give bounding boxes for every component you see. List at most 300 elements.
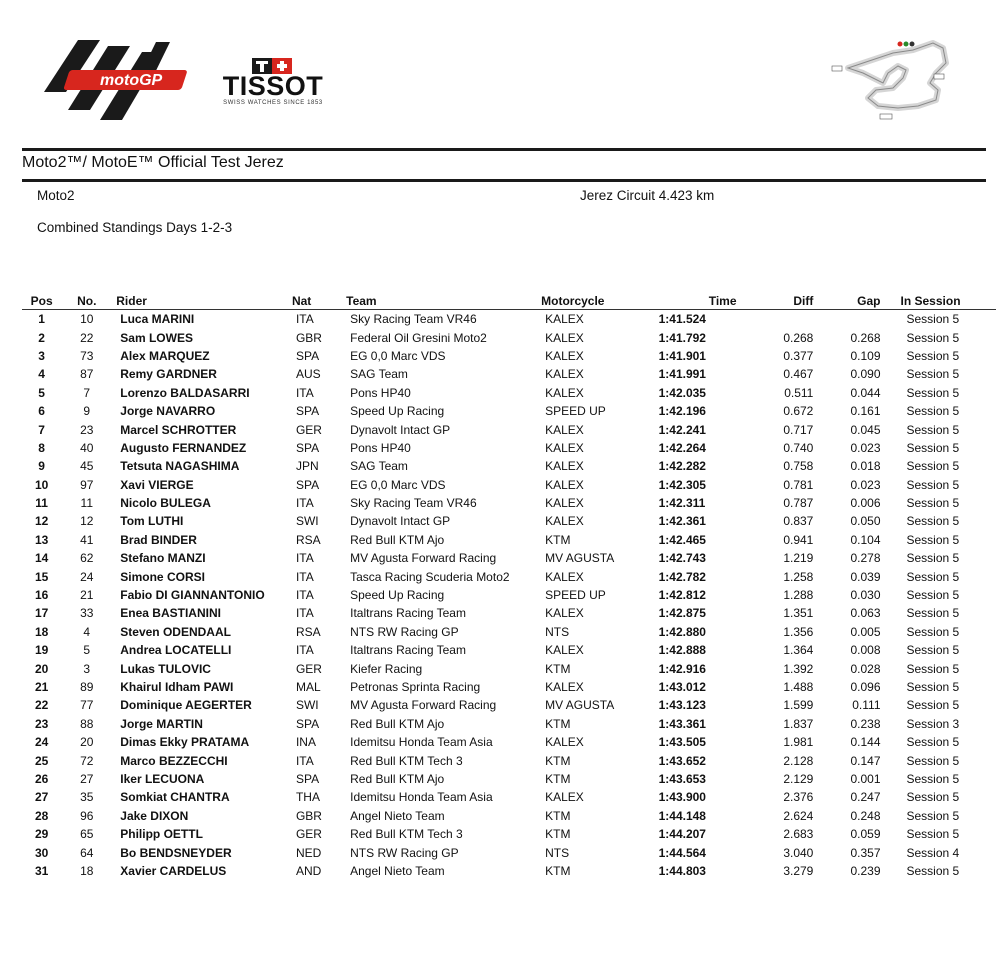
cell-team: MV Agusta Forward Racing — [350, 698, 497, 713]
svg-text:motoGP: motoGP — [100, 72, 163, 89]
table-row — [22, 678, 996, 696]
cell-motorcycle: KTM — [545, 753, 571, 768]
table-row — [22, 310, 996, 329]
cell-motorcycle: KTM — [545, 827, 571, 842]
cell-gap: 0.357 — [850, 845, 881, 860]
cell-gap: 0.161 — [850, 404, 881, 419]
table-row — [22, 365, 996, 383]
cell-gap: 0.050 — [850, 514, 881, 529]
cell-rider: Jorge NAVARRO — [120, 404, 216, 419]
cell-diff: 1.356 — [783, 624, 814, 639]
cell-in-session: Session 5 — [906, 532, 960, 547]
cell-team: EG 0,0 Marc VDS — [350, 348, 446, 363]
cell-time: 1:41.991 — [658, 367, 706, 382]
cell-diff: 3.279 — [783, 863, 814, 878]
cell-pos: 7 — [38, 422, 45, 437]
cell-motorcycle: KTM — [545, 771, 571, 786]
cell-pos: 4 — [38, 367, 45, 382]
cell-gap: 0.278 — [850, 551, 881, 566]
cell-no: 5 — [83, 643, 91, 658]
table-row — [22, 715, 996, 733]
cell-motorcycle: KTM — [545, 808, 571, 823]
cell-in-session: Session 5 — [906, 808, 960, 823]
cell-in-session: Session 5 — [906, 404, 960, 419]
cell-nat: GBR — [295, 330, 322, 345]
cell-motorcycle: KALEX — [545, 385, 584, 400]
cell-nat: GER — [295, 661, 322, 676]
cell-rider: Xavi VIERGE — [120, 477, 194, 492]
cell-diff: 0.467 — [783, 367, 814, 382]
cell-gap: 0.111 — [852, 698, 881, 713]
standings-subtitle: Combined Standings Days 1-2-3 — [37, 220, 233, 235]
cell-motorcycle: NTS — [545, 624, 570, 639]
cell-gap: 0.045 — [850, 422, 881, 437]
cell-diff: 0.740 — [783, 440, 814, 455]
cell-nat: AND — [295, 863, 322, 878]
cell-rider: Jorge MARTIN — [120, 716, 203, 731]
cell-motorcycle: KALEX — [545, 496, 584, 511]
cell-pos: 27 — [34, 790, 49, 805]
cell-team: Idemitsu Honda Team Asia — [350, 790, 493, 805]
cell-no: 77 — [80, 698, 94, 713]
table-row — [22, 494, 996, 512]
cell-team: Speed Up Racing — [350, 588, 445, 603]
cell-team: EG 0,0 Marc VDS — [350, 477, 446, 492]
cell-diff: 1.981 — [783, 735, 814, 750]
cell-pos: 24 — [34, 735, 49, 750]
cell-team: Red Bull KTM Tech 3 — [350, 753, 463, 768]
cell-in-session: Session 5 — [906, 440, 960, 455]
cell-diff: 2.128 — [783, 753, 814, 768]
cell-time: 1:41.524 — [658, 312, 706, 327]
cell-no: 33 — [80, 606, 94, 621]
cell-gap: 0.239 — [850, 863, 881, 878]
cell-in-session: Session 5 — [906, 551, 960, 566]
cell-team: Italtrans Racing Team — [350, 606, 466, 621]
col-rider: Rider — [116, 293, 147, 308]
cell-no: 21 — [80, 588, 94, 603]
cell-motorcycle: KALEX — [545, 606, 584, 621]
cell-nat: ITA — [295, 496, 314, 511]
table-row — [22, 512, 996, 530]
cell-no: 96 — [80, 808, 94, 823]
cell-no: 97 — [80, 477, 94, 492]
table-row — [22, 788, 996, 806]
cell-time: 1:42.305 — [658, 477, 706, 492]
table-row — [22, 549, 996, 567]
cell-nat: GER — [295, 827, 322, 842]
tissot-tagline: SWISS WATCHES SINCE 1853 — [223, 100, 323, 106]
cell-nat: SPA — [295, 477, 320, 492]
table-row — [22, 586, 996, 604]
cell-diff: 0.781 — [783, 477, 814, 492]
cell-time: 1:42.888 — [658, 643, 706, 658]
table-row — [22, 439, 996, 457]
cell-diff: 1.288 — [783, 588, 814, 603]
cell-motorcycle: KALEX — [545, 422, 584, 437]
col-team: Team — [346, 293, 377, 308]
cell-no: 23 — [80, 422, 94, 437]
cell-nat: ITA — [295, 643, 314, 658]
cell-pos: 3 — [38, 348, 45, 363]
table-row — [22, 384, 996, 402]
cell-gap: 0.023 — [850, 440, 881, 455]
cell-rider: Khairul Idham PAWI — [120, 680, 234, 694]
cell-nat: GER — [295, 422, 322, 437]
cell-gap: 0.104 — [850, 532, 881, 547]
cell-nat: ITA — [295, 312, 314, 327]
cell-nat: ITA — [295, 569, 314, 584]
table-row — [22, 604, 996, 622]
cell-pos: 6 — [38, 404, 45, 419]
cell-diff: 1.837 — [783, 716, 814, 731]
table-row — [22, 751, 996, 769]
cell-nat: THA — [295, 790, 320, 805]
cell-gap: 0.096 — [850, 680, 881, 694]
table-row — [22, 567, 996, 585]
cell-team: NTS RW Racing GP — [350, 845, 459, 860]
cell-no: 24 — [80, 569, 94, 584]
table-row — [22, 733, 996, 751]
cell-motorcycle: KALEX — [545, 459, 584, 474]
cell-no: 18 — [80, 863, 94, 878]
table-row — [22, 659, 996, 677]
cell-diff: 1.258 — [783, 569, 814, 584]
cell-nat: ITA — [295, 588, 314, 603]
cell-nat: ITA — [295, 606, 314, 621]
cell-rider: Stefano MANZI — [120, 551, 206, 566]
cell-no: 20 — [80, 735, 94, 750]
cell-gap: 0.028 — [850, 661, 881, 676]
cell-diff: 1.488 — [783, 680, 814, 694]
cell-motorcycle: MV AGUSTA — [545, 698, 615, 713]
cell-rider: Bo BENDSNEYDER — [120, 845, 232, 860]
header-divider-bottom — [22, 179, 986, 182]
table-row — [22, 457, 996, 475]
cell-no: 62 — [80, 551, 94, 566]
cell-pos: 26 — [34, 771, 49, 786]
cell-diff: 0.941 — [783, 532, 814, 547]
cell-diff: 0.268 — [783, 330, 814, 345]
cell-in-session: Session 5 — [906, 588, 960, 603]
cell-in-session: Session 5 — [906, 735, 960, 750]
cell-in-session: Session 5 — [906, 459, 960, 474]
cell-rider: Somkiat CHANTRA — [120, 790, 230, 805]
cell-time: 1:43.123 — [658, 698, 706, 713]
col-in-session: In Session — [900, 293, 961, 308]
cell-team: Federal Oil Gresini Moto2 — [350, 330, 487, 345]
cell-pos: 2 — [38, 330, 45, 345]
cell-rider: Simone CORSI — [120, 569, 205, 584]
cell-pos: 9 — [38, 459, 45, 474]
cell-in-session: Session 5 — [906, 569, 960, 584]
cell-time: 1:42.361 — [658, 514, 706, 529]
cell-in-session: Session 5 — [906, 771, 960, 786]
class-name: Moto2 — [37, 188, 75, 203]
table-row — [22, 420, 996, 438]
table-row — [22, 531, 996, 549]
cell-time: 1:43.900 — [658, 790, 706, 805]
cell-in-session: Session 4 — [906, 845, 960, 860]
cell-rider: Xavier CARDELUS — [120, 863, 227, 878]
table-row — [22, 476, 996, 494]
cell-diff: 1.219 — [783, 551, 814, 566]
table-row — [22, 641, 996, 659]
cell-rider: Brad BINDER — [120, 532, 197, 547]
cell-no: 87 — [80, 367, 94, 382]
cell-nat: JPN — [295, 459, 319, 474]
cell-time: 1:41.792 — [658, 330, 706, 345]
cell-no: 41 — [80, 532, 94, 547]
col-pos: Pos — [30, 293, 53, 308]
cell-no: 89 — [80, 680, 94, 694]
table-row — [22, 347, 996, 365]
cell-motorcycle: MV AGUSTA — [545, 551, 615, 566]
cell-time: 1:43.505 — [658, 735, 706, 750]
cell-time: 1:43.361 — [658, 716, 706, 731]
cell-rider: Tetsuta NAGASHIMA — [120, 459, 240, 474]
cell-pos: 14 — [34, 551, 49, 566]
cell-no: 45 — [80, 459, 94, 474]
cell-diff: 0.672 — [783, 404, 814, 419]
cell-diff: 0.787 — [783, 496, 814, 511]
cell-gap: 0.018 — [850, 459, 881, 474]
cell-rider: Philipp OETTL — [120, 827, 203, 842]
cell-time: 1:44.803 — [658, 863, 706, 878]
cell-time: 1:43.653 — [658, 771, 706, 786]
cell-motorcycle: KTM — [545, 863, 571, 878]
cell-in-session: Session 5 — [906, 624, 960, 639]
cell-team: Italtrans Racing Team — [350, 643, 466, 658]
cell-gap: 0.008 — [850, 643, 881, 658]
cell-rider: Jake DIXON — [120, 808, 189, 823]
table-row — [22, 807, 996, 825]
cell-pos: 8 — [38, 440, 45, 455]
cell-in-session: Session 5 — [906, 496, 960, 511]
cell-gap: 0.059 — [850, 827, 881, 842]
cell-pos: 13 — [34, 532, 49, 547]
cell-no: 27 — [80, 771, 94, 786]
cell-in-session: Session 5 — [906, 827, 960, 842]
table-row — [22, 843, 996, 861]
cell-diff: 2.376 — [783, 790, 814, 805]
cell-rider: Steven ODENDAAL — [120, 624, 231, 639]
cell-gap: 0.109 — [850, 348, 881, 363]
cell-time: 1:43.012 — [658, 680, 706, 694]
cell-gap: 0.144 — [850, 735, 881, 750]
cell-time: 1:42.782 — [658, 569, 706, 584]
cell-pos: 1 — [38, 312, 45, 327]
cell-no: 10 — [80, 312, 94, 327]
cell-nat: SWI — [295, 514, 319, 529]
cell-diff: 0.717 — [783, 422, 814, 437]
cell-time: 1:44.148 — [658, 808, 706, 823]
cell-team: Dynavolt Intact GP — [350, 514, 451, 529]
cell-rider: Marco BEZZECCHI — [120, 753, 228, 768]
cell-in-session: Session 5 — [906, 753, 960, 768]
cell-motorcycle: KTM — [545, 661, 571, 676]
cell-pos: 21 — [34, 680, 49, 694]
cell-rider: Lukas TULOVIC — [120, 661, 211, 676]
cell-team: Red Bull KTM Ajo — [350, 716, 445, 731]
cell-diff: 1.599 — [783, 698, 814, 713]
cell-time: 1:44.564 — [658, 845, 706, 860]
cell-time: 1:42.241 — [658, 422, 706, 437]
cell-motorcycle: KTM — [545, 532, 571, 547]
cell-in-session: Session 5 — [906, 385, 960, 400]
cell-motorcycle: NTS — [545, 845, 570, 860]
cell-diff: 2.129 — [783, 771, 814, 786]
table-row — [22, 862, 996, 880]
cell-diff: 1.364 — [783, 643, 814, 658]
cell-nat: NED — [295, 845, 322, 860]
cell-time: 1:42.880 — [658, 624, 706, 639]
cell-no: 64 — [80, 845, 94, 860]
cell-gap: 0.268 — [850, 330, 881, 345]
cell-pos: 30 — [34, 845, 49, 860]
cell-pos: 25 — [34, 753, 49, 768]
cell-rider: Sam LOWES — [120, 330, 193, 345]
col-no: No. — [77, 293, 97, 308]
cell-nat: SPA — [295, 404, 320, 419]
cell-time: 1:42.264 — [658, 440, 706, 455]
cell-rider: Dominique AEGERTER — [120, 698, 252, 713]
cell-nat: ITA — [295, 551, 314, 566]
jerez-track-map-icon — [818, 28, 968, 128]
cell-rider: Iker LECUONA — [120, 771, 205, 786]
cell-diff: 2.624 — [783, 808, 814, 823]
cell-gap — [813, 310, 880, 329]
cell-motorcycle: SPEED UP — [545, 588, 606, 603]
circuit-info: Jerez Circuit 4.423 km — [580, 188, 715, 203]
cell-pos: 17 — [34, 606, 49, 621]
table-row — [22, 328, 996, 346]
cell-team: MV Agusta Forward Racing — [350, 551, 497, 566]
cell-time: 1:42.916 — [658, 661, 706, 676]
cell-motorcycle: KALEX — [545, 680, 584, 694]
cell-rider: Lorenzo BALDASARRI — [120, 385, 250, 400]
cell-team: Speed Up Racing — [350, 404, 445, 419]
cell-time: 1:42.311 — [658, 496, 706, 511]
cell-in-session: Session 5 — [906, 348, 960, 363]
cell-motorcycle: KALEX — [545, 440, 584, 455]
cell-time: 1:42.465 — [658, 532, 706, 547]
cell-in-session: Session 5 — [906, 312, 960, 327]
cell-team: Tasca Racing Scuderia Moto2 — [350, 569, 510, 584]
cell-in-session: Session 5 — [906, 790, 960, 805]
cell-nat: MAL — [295, 680, 321, 694]
cell-diff: 0.511 — [784, 385, 814, 400]
cell-gap: 0.005 — [850, 624, 881, 639]
cell-time: 1:42.196 — [658, 404, 706, 419]
cell-pos: 16 — [34, 588, 49, 603]
table-row — [22, 623, 996, 641]
cell-motorcycle: KALEX — [545, 312, 584, 327]
cell-no: 11 — [80, 496, 93, 511]
cell-team: Red Bull KTM Ajo — [350, 771, 445, 786]
cell-team: Angel Nieto Team — [350, 808, 445, 823]
cell-diff — [745, 310, 814, 329]
cell-nat: SWI — [295, 698, 319, 713]
cell-nat: INA — [295, 735, 316, 750]
cell-pos: 23 — [34, 716, 49, 731]
cell-gap: 0.039 — [850, 569, 881, 584]
table-row — [22, 696, 996, 714]
cell-diff: 2.683 — [783, 827, 814, 842]
cell-no: 35 — [80, 790, 94, 805]
cell-pos: 12 — [34, 514, 49, 529]
col-time: Time — [708, 293, 737, 308]
cell-team: Red Bull KTM Tech 3 — [350, 827, 463, 842]
cell-gap: 0.248 — [850, 808, 881, 823]
cell-team: Sky Racing Team VR46 — [350, 496, 477, 511]
cell-motorcycle: KALEX — [545, 735, 584, 750]
cell-in-session: Session 5 — [906, 698, 960, 713]
results-body — [22, 310, 996, 881]
cell-nat: ITA — [295, 753, 314, 768]
cell-team: Angel Nieto Team — [350, 863, 445, 878]
cell-in-session: Session 5 — [906, 643, 960, 658]
cell-nat: AUS — [295, 367, 321, 382]
cell-rider: Augusto FERNANDEZ — [120, 440, 247, 455]
cell-time: 1:41.901 — [658, 348, 706, 363]
cell-no: 4 — [83, 624, 91, 639]
col-motorcycle: Motorcycle — [541, 293, 605, 308]
cell-rider: Andrea LOCATELLI — [120, 643, 232, 658]
cell-no: 72 — [80, 753, 94, 768]
cell-time: 1:42.743 — [658, 551, 706, 566]
cell-team: Dynavolt Intact GP — [350, 422, 451, 437]
cell-in-session: Session 5 — [906, 606, 960, 621]
cell-nat: RSA — [295, 532, 321, 547]
cell-gap: 0.090 — [850, 367, 881, 382]
cell-rider: Alex MARQUEZ — [120, 348, 210, 363]
cell-gap: 0.023 — [850, 477, 881, 492]
cell-pos: 29 — [34, 827, 49, 842]
cell-diff: 1.351 — [783, 606, 814, 621]
cell-team: Idemitsu Honda Team Asia — [350, 735, 493, 750]
tissot-wordmark: TISSOT — [222, 71, 324, 101]
cell-no: 40 — [80, 440, 94, 455]
cell-gap: 0.006 — [850, 496, 881, 511]
cell-nat: SPA — [295, 440, 320, 455]
cell-team: Kiefer Racing — [350, 661, 423, 676]
results-header-row — [22, 292, 996, 310]
cell-diff: 1.392 — [783, 661, 814, 676]
cell-no: 9 — [83, 404, 91, 419]
cell-rider: Fabio DI GIANNANTONIO — [120, 588, 265, 603]
cell-rider: Marcel SCHROTTER — [120, 422, 237, 437]
cell-time: 1:43.652 — [658, 753, 706, 768]
cell-nat: SPA — [295, 716, 320, 731]
cell-nat: SPA — [295, 348, 320, 363]
cell-motorcycle: KALEX — [545, 330, 584, 345]
tissot-logo — [218, 58, 328, 108]
cell-time: 1:44.207 — [658, 827, 706, 842]
cell-no: 88 — [80, 716, 94, 731]
cell-pos: 18 — [34, 624, 49, 639]
cell-no: 22 — [80, 330, 94, 345]
cell-no: 7 — [83, 385, 91, 400]
cell-team: Pons HP40 — [350, 440, 411, 455]
cell-pos: 28 — [34, 808, 49, 823]
cell-gap: 0.001 — [850, 771, 881, 786]
cell-motorcycle: KALEX — [545, 514, 584, 529]
cell-time: 1:42.035 — [658, 385, 706, 400]
motogp-logo — [38, 32, 208, 127]
cell-pos: 11 — [35, 496, 48, 511]
cell-diff: 3.040 — [783, 845, 814, 860]
